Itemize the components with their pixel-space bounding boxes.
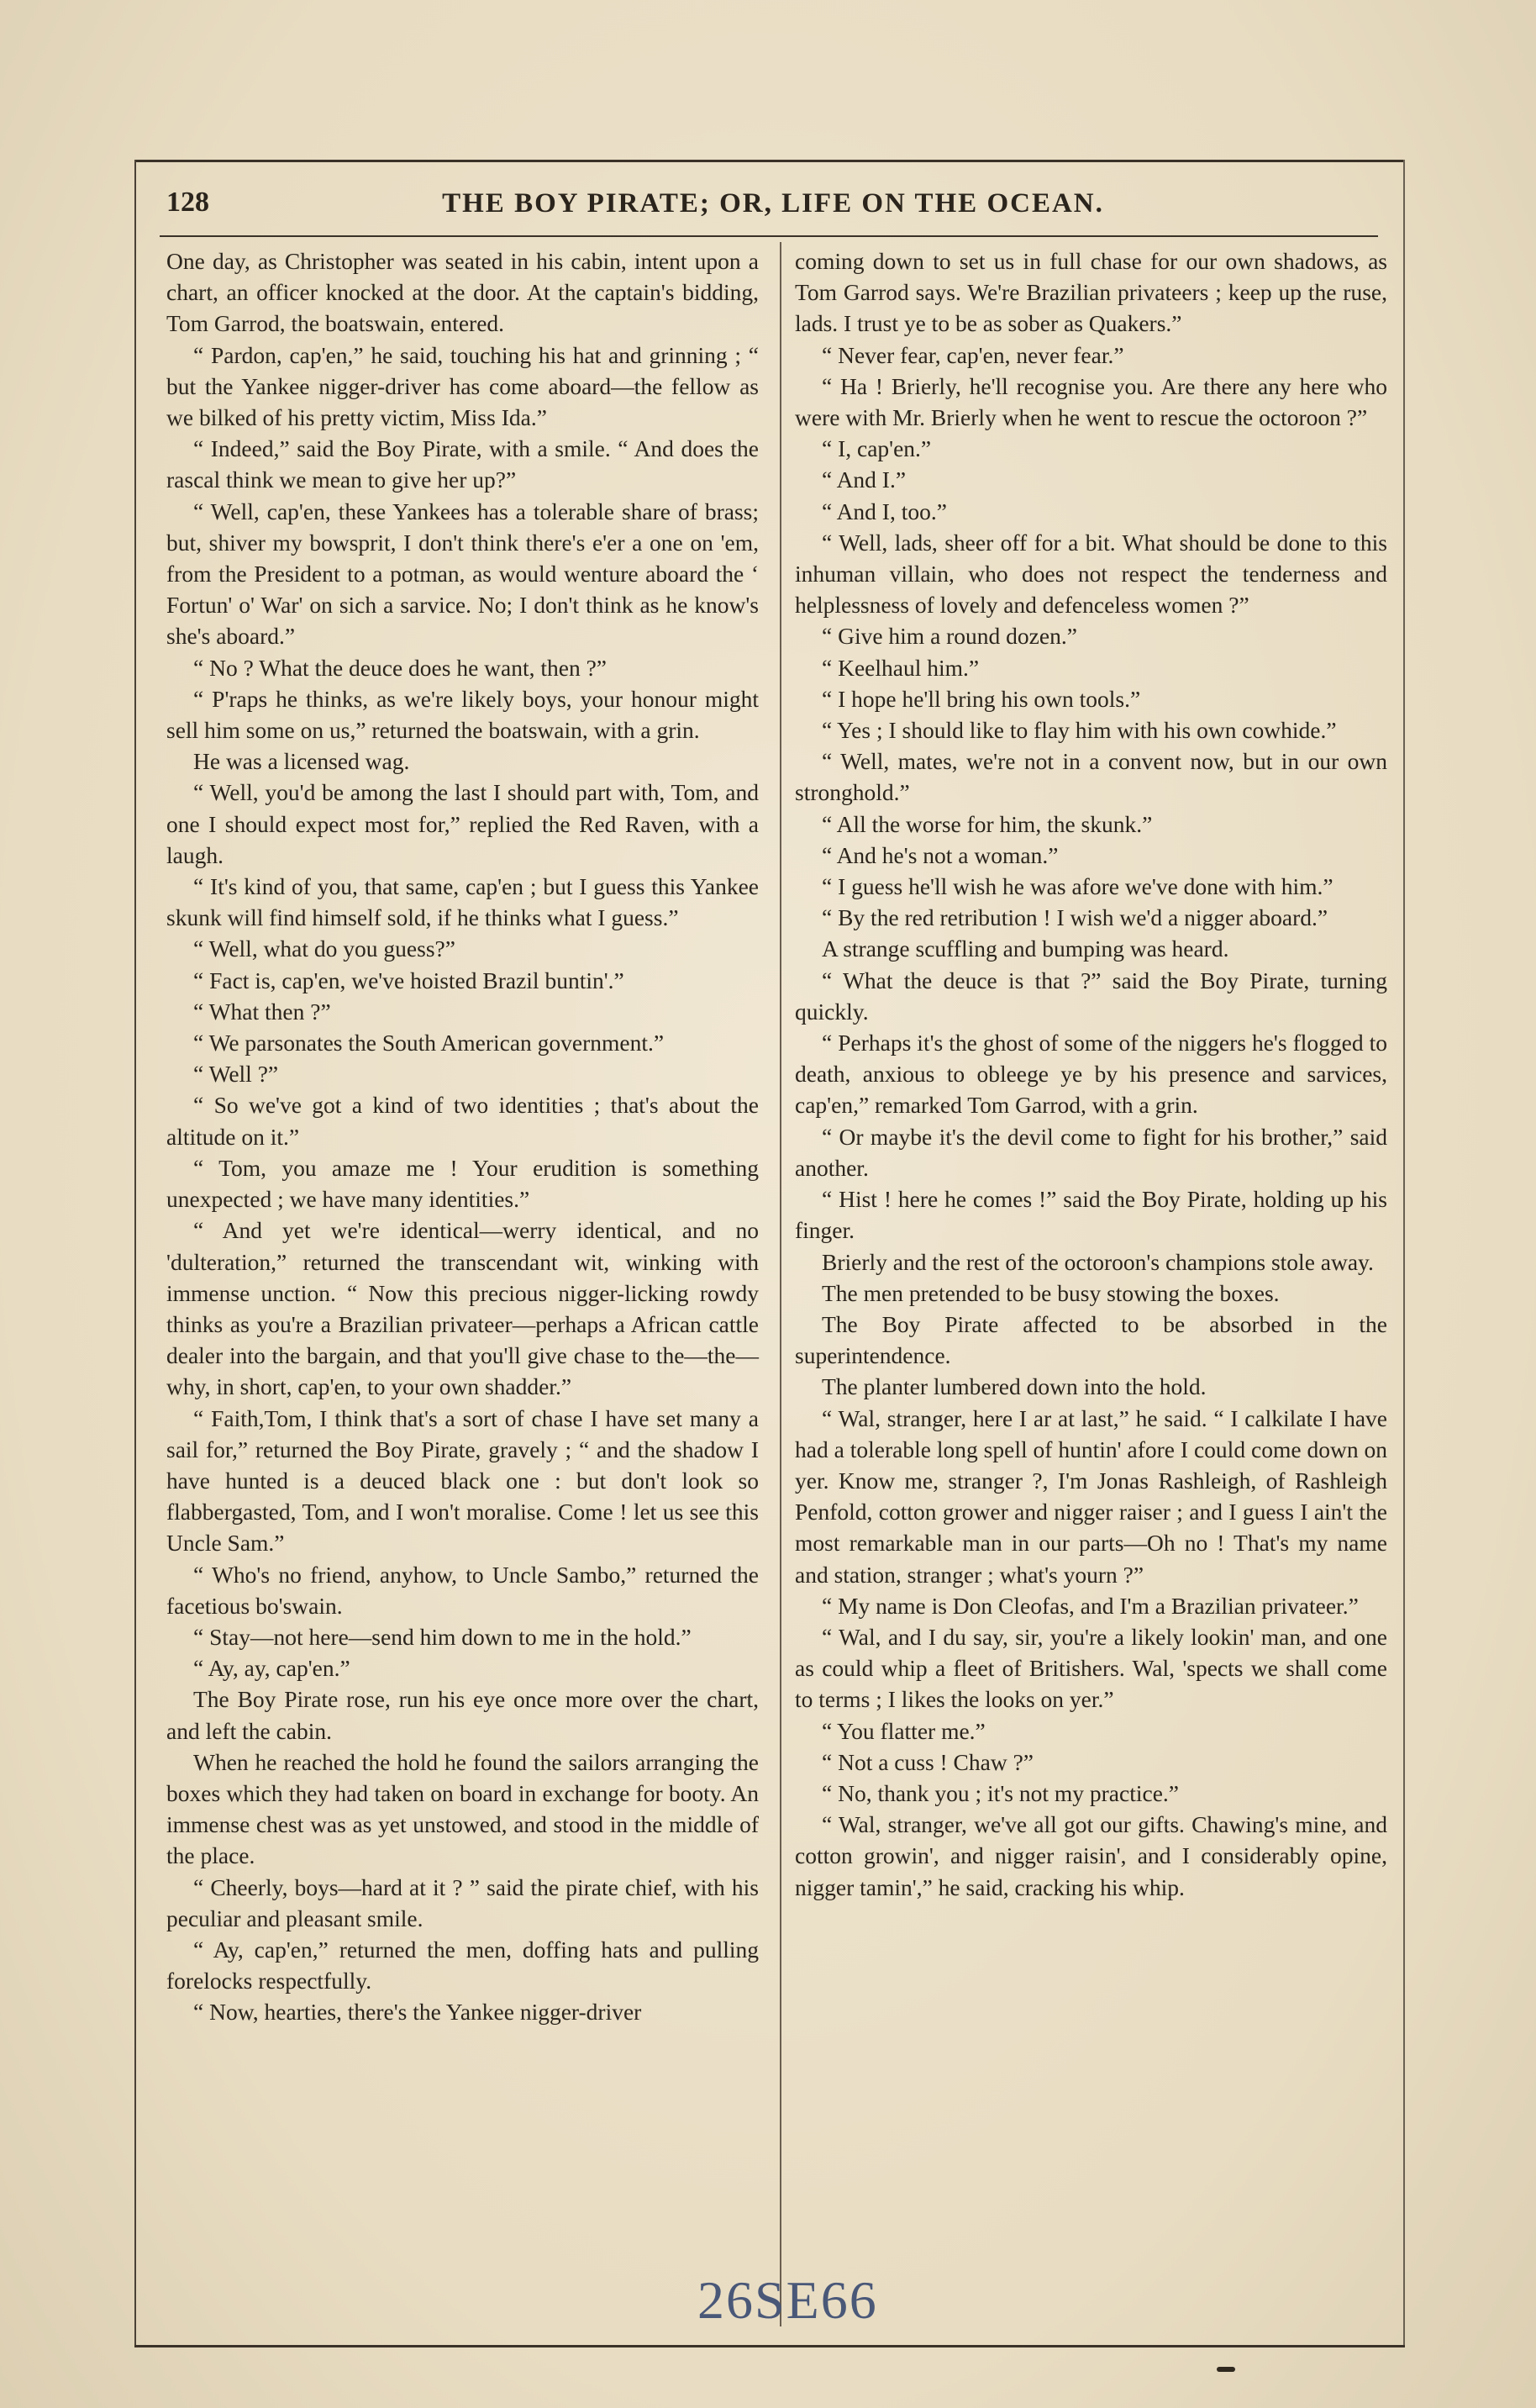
paragraph: “ P'raps he thinks, as we're likely boys, your honour might sell him some on us,” returned the boatswain, with a grin. (166, 685, 759, 744)
paragraph: “ Not a cuss ! Chaw ?” (822, 1748, 1034, 1775)
paragraph: One day, as Christopher was seated in his cabin, intent upon a chart, an officer knocked at the door. At the captain's bidding, Tom Garrod, the boatswain, entered. (166, 248, 759, 337)
paragraph: “ Or maybe it's the devil come to fight for his brother,” said another. (795, 1123, 1387, 1181)
paragraph: “ Hist ! here he comes !” said the Boy Pirate, holding up his finger. (795, 1186, 1387, 1244)
paragraph: “ Cheerly, boys—hard at it ? ” said the pirate chief, with his peculiar and pleasant smile. (166, 1873, 759, 1931)
paragraph: “ Who's no friend, anyhow, to Uncle Sambo,” returned the facetious bo'swain. (166, 1561, 759, 1619)
paragraph: “ I guess he'll wish he was afore we've done with him.” (822, 873, 1333, 900)
paragraph: “ And I, too.” (822, 498, 947, 524)
paragraph: “ Faith,Tom, I think that's a sort of chase I have set many a sail for,” returned the Boy Pirate, gravely ; “ and the shadow I have hunted is a deuced black one : but don't look so flabbergasted, Tom, and I won't moralise. Come ! let us see this Uncle Sam.” (166, 1404, 759, 1557)
paragraph: “ Well, what do you guess?” (193, 935, 455, 962)
paragraph: “ Fact is, cap'en, we've hoisted Brazil buntin'.” (193, 967, 624, 993)
paragraph: “ And I.” (822, 466, 907, 493)
paragraph: “ Well ?” (193, 1061, 279, 1088)
paragraph: The Boy Pirate rose, run his eye once more over the chart, and left the cabin. (166, 1686, 759, 1744)
page-frame-left-rule (134, 160, 136, 2345)
paragraph: “ You flatter me.” (822, 1717, 986, 1744)
paragraph: “ What the deuce is that ?” said the Boy Pirate, turning quickly. (795, 967, 1387, 1025)
paragraph: “ Well, mates, we're not in a convent now, but in our own stronghold.” (795, 748, 1387, 806)
paragraph: “ It's kind of you, that same, cap'en ; but I guess this Yankee skunk will find himself sold, if he thinks what I guess.” (166, 873, 759, 931)
ink-mark (1217, 2367, 1235, 2372)
paragraph: “ Perhaps it's the ghost of some of the niggers he's flogged to death, anxious to obleege ye by his presence and sarvices, cap'en,” remarked Tom Garrod, with a grin. (795, 1030, 1387, 1119)
paragraph: “ No, thank you ; it's not my practice.” (822, 1779, 1179, 1806)
paragraph: “ I, cap'en.” (822, 435, 932, 462)
paragraph: He was a licensed wag. (193, 748, 410, 775)
paragraph: “ Wal, stranger, here I ar at last,” he said. “ I calkilate I have had a tolerable long spell of huntin' afore I could come down on yer. Know me, stranger ?, I'm Jonas Rashleigh, of Rashleigh Penfold, cotton grower and nigger raiser ; and I guess I ain't the most remarkable man in our parts—Oh no ! That's my name and station, stranger ; what's yourn ?” (795, 1404, 1387, 1588)
page-number: 128 (166, 187, 209, 218)
paragraph: “ I hope he'll bring his own tools.” (822, 685, 1141, 712)
paragraph: “ All the worse for him, the skunk.” (822, 810, 1153, 837)
library-date-stamp: 26SE66 (697, 2270, 878, 2330)
paragraph: “ Indeed,” said the Boy Pirate, with a smile. “ And does the rascal think we mean to give her up?” (166, 435, 759, 493)
paragraph: The men pretended to be busy stowing the boxes. (822, 1279, 1280, 1306)
left-text-column (166, 245, 759, 2028)
paragraph: “ Yes ; I should like to flay him with his own cowhide.” (822, 717, 1337, 744)
paragraph: “ Well, lads, sheer off for a bit. What should be done to this inhuman villain, who does not respect the tenderness and helplessness of lovely and defenceless women ?” (795, 529, 1387, 619)
paragraph: “ By the red retribution ! I wish we'd a nigger aboard.” (822, 904, 1328, 931)
page-frame-bottom-rule (134, 2345, 1405, 2347)
paragraph: “ No ? What the deuce does he want, then ?” (193, 654, 607, 681)
running-head: THE BOY PIRATE; OR, LIFE ON THE OCEAN. (442, 188, 1104, 219)
paragraph: “ What then ?” (193, 998, 331, 1025)
paragraph: “ Pardon, cap'en,” he said, touching his hat and grinning ; “ but the Yankee nigger-driver has come aboard—the fellow as we bilked of his pretty victim, Miss Ida.” (166, 341, 759, 431)
paragraph: “ Now, hearties, there's the Yankee nigger-driver (193, 1999, 642, 2026)
paragraph: “ Keelhaul him.” (822, 654, 980, 681)
paragraph: “ So we've got a kind of two identities ; that's about the altitude on it.” (166, 1092, 759, 1150)
paragraph: “ Ay, cap'en,” returned the men, doffing hats and pulling forelocks respectfully. (166, 1936, 759, 1994)
paragraph: “ And yet we're identical—werry identical, and no 'dulteration,” returned the transcendant wit, winking with immense unction. “ Now this precious nigger-licking rowdy thinks as you're a Brazilian privateer—perhaps a African cattle dealer into the bargain, and that you'll give chase to the—the—why, in short, cap'en, to your own shadder.” (166, 1217, 759, 1400)
column-divider (780, 242, 781, 2326)
paragraph: “ And he's not a woman.” (822, 841, 1059, 868)
paragraph: “ Well, cap'en, these Yankees has a tolerable share of brass; but, shiver my bowsprit, I don't think there's e'er a one on 'em, from the President to a potman, as would wenture aboard the ‘ Fortun' o' War' on sich a sarvice. No; I don't think as he know's she's aboard.” (166, 498, 759, 650)
paragraph: “ Give him a round dozen.” (822, 623, 1077, 650)
header-rule (160, 235, 1378, 237)
paragraph: “ Stay—not here—send him down to me in the hold.” (193, 1623, 692, 1650)
paragraph: “ Ha ! Brierly, he'll recognise you. Are there any here who were with Mr. Brierly when he went to rescue the octoroon ?” (795, 372, 1387, 431)
paragraph: The planter lumbered down into the hold. (822, 1373, 1207, 1400)
paragraph: “ Wal, and I du say, sir, you're a likely lookin' man, and one as could whip a fleet of Britishers. Wal, 'spects we shall come to terms ; I likes the looks on yer.” (795, 1623, 1387, 1713)
paragraph: “ Well, you'd be among the last I should part with, Tom, and one I should expect most for,” replied the Red Raven, with a laugh. (166, 779, 759, 868)
page-frame-right-rule (1403, 160, 1405, 2345)
paragraph: “ Wal, stranger, we've all got our gifts. Chawing's mine, and cotton growin', and nigger raisin', and I considerably opine, nigger tamin',” he said, cracking his whip. (795, 1811, 1387, 1900)
paragraph: A strange scuffling and bumping was heard. (822, 935, 1229, 962)
paragraph: “ We parsonates the South American government.” (193, 1030, 665, 1056)
paragraph: “ My name is Don Cleofas, and I'm a Brazilian privateer.” (822, 1592, 1359, 1619)
paragraph: “ Never fear, cap'en, never fear.” (822, 341, 1124, 368)
paragraph: “ Tom, you amaze me ! Your erudition is something unexpected ; we have many identities.” (166, 1154, 759, 1213)
paragraph: “ Ay, ay, cap'en.” (193, 1655, 350, 1682)
paragraph: The Boy Pirate affected to be absorbed in the superintendence. (795, 1310, 1387, 1369)
paragraph: coming down to set us in full chase for our own shadows, as Tom Garrod says. We're Brazilian privateers ; keep up the ruse, lads. I trust ye to be as sober as Quakers.” (795, 248, 1387, 337)
right-text-column (795, 245, 1387, 1903)
paragraph: When he reached the hold he found the sailors arranging the boxes which they had taken on board in exchange for booty. An immense chest was as yet unstowed, and stood in the middle of the place. (166, 1748, 759, 1869)
paragraph: Brierly and the rest of the octoroon's champions stole away. (822, 1248, 1374, 1275)
